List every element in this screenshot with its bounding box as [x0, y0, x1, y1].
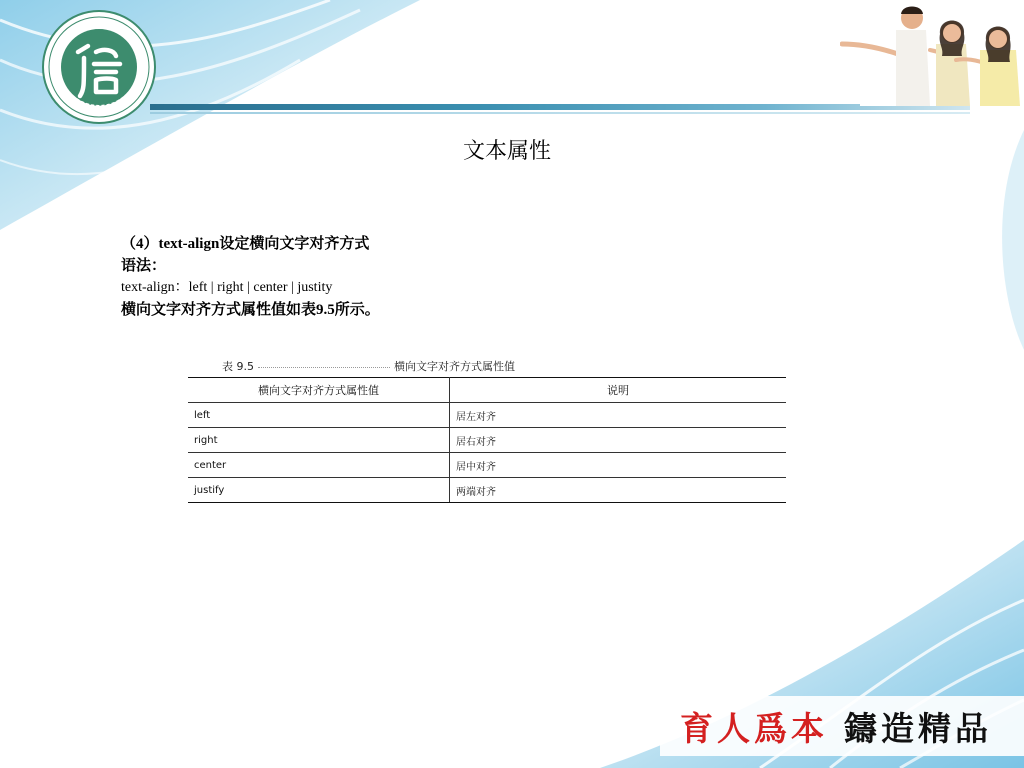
text-align-heading: （4）text-align设定横向文字对齐方式	[121, 236, 370, 252]
table-cell-description: 居右对齐	[450, 428, 787, 453]
table-cell-value: justify	[188, 478, 450, 503]
school-logo	[40, 8, 158, 126]
table-cell-value: center	[188, 453, 450, 478]
syntax-label: 语法：	[121, 258, 167, 274]
table-header-row	[188, 378, 786, 403]
header-divider-thin-line	[150, 112, 970, 114]
table-row	[188, 403, 786, 428]
footer-slogan	[680, 703, 992, 747]
table-caption-number: 表 9.5	[222, 360, 254, 373]
table-row	[188, 453, 786, 478]
table-header-value: 横向文字对齐方式属性值	[188, 378, 450, 403]
caption-dotted-leader	[258, 367, 390, 368]
syntax-definition: text-align：left | right | center | justity	[121, 280, 333, 295]
table-cell-description: 居中对齐	[450, 453, 787, 478]
table-cell-description: 居左对齐	[450, 403, 787, 428]
slogan-red-part: 育人爲本	[680, 709, 828, 748]
table-cell-description: 两端对齐	[450, 478, 787, 503]
slide-title: 文本属性	[462, 139, 551, 164]
table-caption	[222, 358, 782, 374]
table-header-description: 说明	[450, 378, 787, 403]
table-row	[188, 428, 786, 453]
table-cell-value: left	[188, 403, 450, 428]
students-photo	[840, 0, 1024, 106]
table-row	[188, 478, 786, 503]
table-caption-title: 横向文字对齐方式属性值	[394, 360, 515, 373]
slogan-black-part: 鑄造精品	[844, 709, 992, 748]
table-reference-text: 横向文字对齐方式属性值如表9.5所示。	[121, 302, 380, 318]
table-cell-value: right	[188, 428, 450, 453]
text-align-values-table	[188, 377, 786, 503]
slide-body-text	[121, 233, 621, 321]
